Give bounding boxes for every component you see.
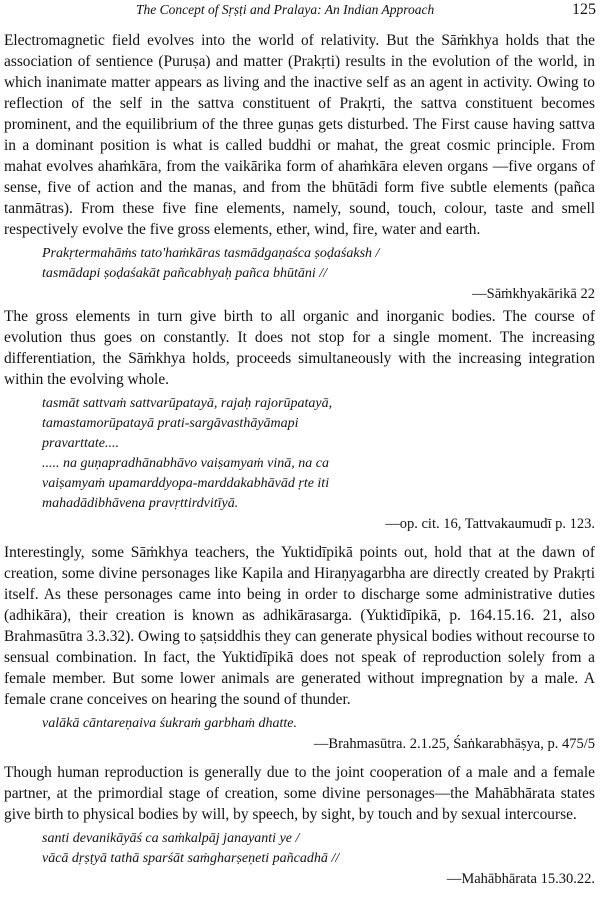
verse-tattvakaumudi <box>4 394 595 514</box>
paragraph-evolution: Electromagnetic field evolves into the world of relativity. But the Sāṁkhya holds that the association of sentience (Puruṣa) and matter (Prakṛti) results in the evolution of the world, in which inanimate matter appears as living and the inactive self as an agent in activity. Owing to reflection of the self in the sattva constituent of Prakṛti, the sattva constituent becomes prominent, and the equilibrium of the three guṇas gets disturbed. The First cause having sattva in a dominant position is what is called buddhi or mahat, the great cosmic principle. From mahat evolves ahaṁkāra, from the vaikārika form of ahaṁkāra eleven organs —five organs of sense, five of action and the manas, and from the bhūtādi form five subtle elements (pañca tanmātras). From these five fine elements, namely, sound, touch, colour, taste and smell respectively evolve the five gross elements, ether, wind, fire, water and earth. <box>4 32 595 238</box>
running-title: The Concept of Sṛṣṭi and Pralaya: An Indian Approach <box>136 2 435 17</box>
verse-line: mahadādibhāvena pravṛttirdvitīyā. <box>42 496 239 511</box>
verse-line: pravarttate.... <box>42 436 119 451</box>
source-citation: —Sāṁkhyakārikā 22 <box>472 286 595 302</box>
verse-line: santi devanikāyāś ca saṁkalpāj janayanti ye / <box>42 831 300 846</box>
verse-line: Prakṛtermahāṁs tato'haṁkāras tasmādgaṇaśca ṣoḍaśaksh / <box>42 246 380 261</box>
verse-line: vācā dṛṣṭyā tathā sparśāt saṁgharṣeṇeti pañcadhā // <box>42 851 340 866</box>
source-citation: —Mahābhārata 15.30.22. <box>446 871 595 887</box>
verse-brahmasutra <box>4 714 595 734</box>
verse-samkhyakarika <box>4 244 595 284</box>
source-citation: —op. cit. 16, Tattvakaumudī p. 123. <box>385 516 595 532</box>
page-number: 125 <box>572 1 596 18</box>
verse-line: tasmāt sattvaṁ sattvarūpatayā, rajaḥ rajorūpatayā, <box>42 396 333 411</box>
paragraph-reproduction: Though human reproduction is generally due to the joint cooperation of a male and a female partner, at the primordial stage of creation, some divine personages—the Mahābhārata states give birth to physical bodies by will, by speech, by sight, by touch and by sexual intercourse. <box>4 764 595 823</box>
source-citation: —Brahmasūtra. 2.1.25, Śaṅkarabhāṣya, p. 475/5 <box>313 736 595 752</box>
paragraph-gross-elements: The gross elements in turn give birth to all organic and inorganic bodies. The course of evolution thus goes on constantly. It does not stop for a single moment. The increasing differentiation, the Sāṁkhya holds, proceeds simultaneously with the increasing integration within the evolving whole. <box>4 308 595 388</box>
page-body <box>4 30 595 891</box>
verse-line: tasmādapi ṣoḍaśakāt pañcabhyaḥ pañca bhūtāni // <box>42 266 328 281</box>
verse-mahabharata <box>4 829 595 869</box>
verse-line: valākā cāntareṇaiva śukraṁ garbhaṁ dhatte. <box>42 716 297 731</box>
verse-line: tamastamorūpatayā prati-sargāvasthāyāmapi <box>42 416 299 431</box>
verse-line: vaiṣamyaṁ upamarddyopa-marddakabhāvād ṛte iti <box>42 476 330 491</box>
page-header <box>0 2 600 24</box>
verse-line: ..... na guṇapradhānabhāvo vaiṣamyaṁ vinā, na ca <box>42 456 329 471</box>
paragraph-yuktidipika: Interestingly, some Sāṁkhya teachers, the Yuktidīpikā points out, hold that at the dawn of creation, some divine personages like Kapila and Hiraṇyagarbha are directly created by Prakṛti itself. As these personages came into being in order to discharge some administrative duties (adhikāra), their creation is known as adhikārasarga. (Yuktidīpikā, p. 164.15.16. 21, also Brahmasūtra 3.3.32). Owing to ṣaṭsiddhis they can generate physical bodies without recourse to sensual combination. In fact, the Yuktidīpikā does not speak of reproduction solely from a female member. But some lower animals are generated without impregnation by a male. A female crane conceives on hearing the sound of thunder. <box>4 544 595 708</box>
